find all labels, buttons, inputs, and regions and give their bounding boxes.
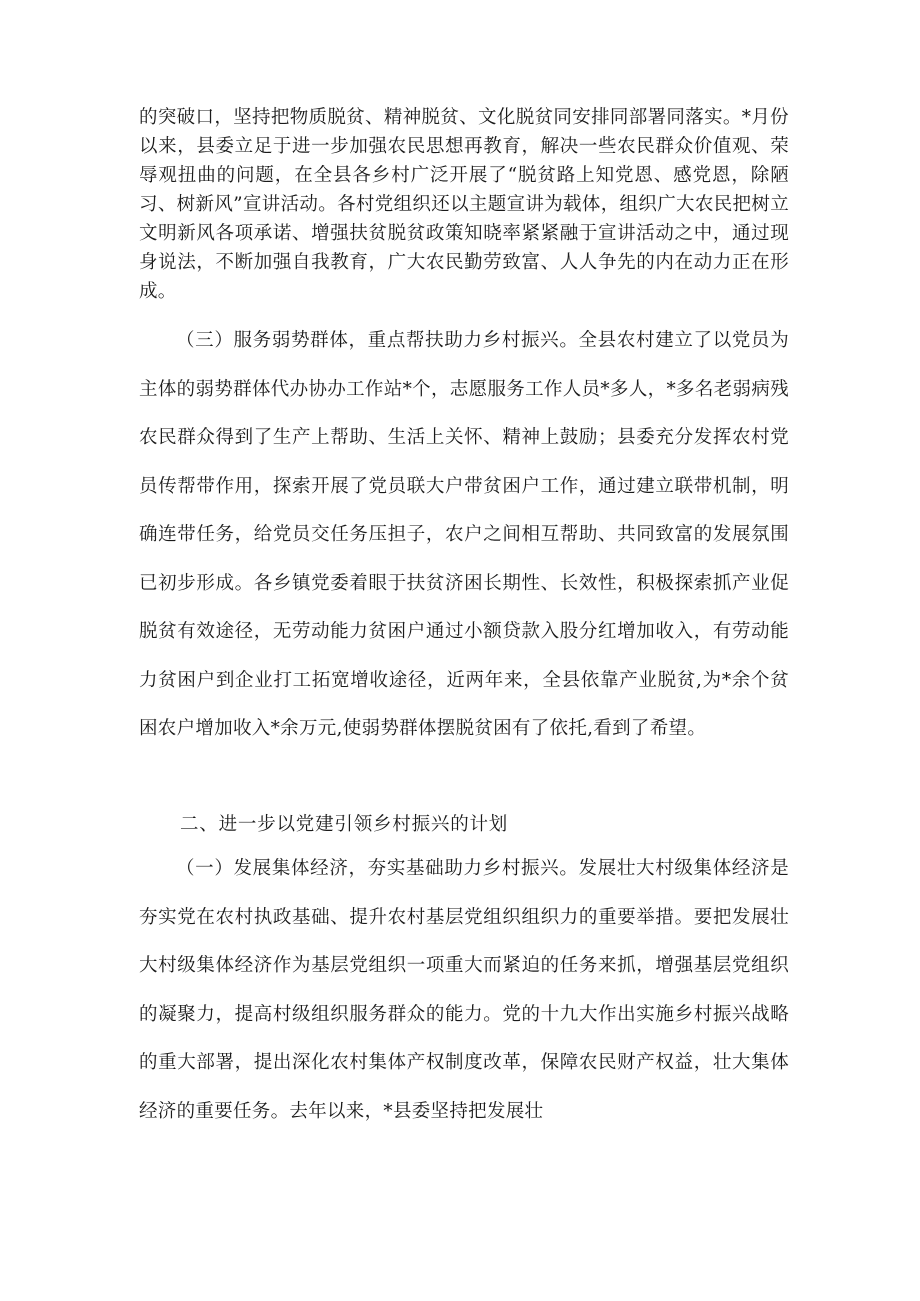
section-three-paragraph: （三）服务弱势群体，重点帮扶助力乡村振兴。全县农村建立了以党员为主体的弱势群体代办协办工作站*个，志愿服务工作人员*多人，*多名老弱病残农民群众得到了生产上帮助、生活上关怀、精神上鼓励；县委充分发挥农村党员传帮带作用，探索开展了党员联大户带贫困户工作，通过建立联带机制，明确连带任务，给党员交任务压担子，农户之间相互帮助、共同致富的发展氛围已初步形成。各乡镇党委着眼于扶贫济困长期性、长效性，积极探索抓产业促脱贫有效途径，无劳动能力贫困户通过小额贷款入股分红增加收入，有劳动能力贫困户到企业打工拓宽增收途径，近两年来，全县依靠产业脱贫,为*余个贫困农户增加收入*余万元,使弱势群体摆脱贫困有了依托,看到了希望。 [139, 330, 789, 739]
section-one-paragraph: （一）发展集体经济，夯实基础助力乡村振兴。发展壮大村级集体经济是夯实党在农村执政基础、提升农村基层党组织组织力的重要举措。要把发展壮大村级集体经济作为基层党组织一项重大而紧迫的任务来抓，增强基层党组织的凝聚力，提高村级组织服务群众的能力。党的十九大作出实施乡村振兴战略的重大部署，提出深化农村集体产权制度改革，保障农民财产权益，壮大集体经济的重要任务。去年以来，*县委坚持把发展壮 [139, 858, 789, 1122]
intro-paragraph: 的突破口，坚持把物质脱贫、精神脱贫、文化脱贫同安排同部署同落实。*月份以来，县委立足于进一步加强农民思想再教育，解决一些农民群众价值观、荣辱观扭曲的问题，在全县各乡村广泛开展了“脱贫路上知党恩、感党恩，除陋习、树新风”宣讲活动。各村党组织还以主题宣讲为载体，组织广大农民把树立文明新风各项承诺、增强扶贫脱贫政策知晓率紧紧融于宣讲活动之中，通过现身说法，不断加强自我教育，广大农民勤劳致富、人人争先的内在动力正在形成。 [139, 107, 789, 302]
section-heading: 二、进一步以党建引领乡村振兴的计划 [180, 814, 509, 835]
